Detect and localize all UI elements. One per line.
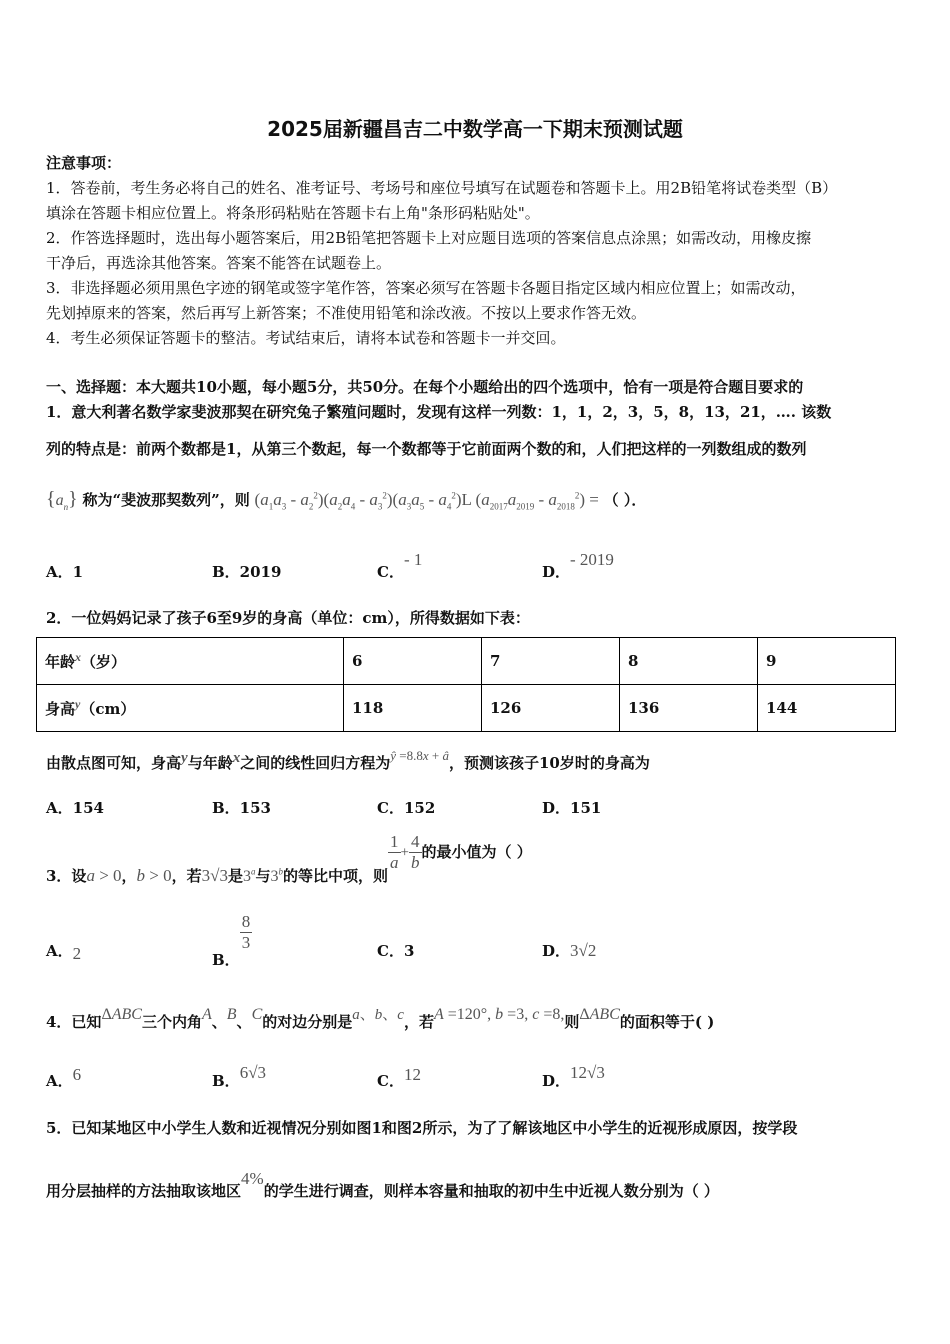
q4-option-c[interactable]: C．12 xyxy=(377,1065,421,1090)
q3-option-c[interactable]: C．3 xyxy=(377,942,415,960)
notice-line: 1．答卷前，考生务必将自己的姓名、准考证号、考场号和座位号填写在试题卷和答题卡上。用2B铅笔将试卷类型（B） xyxy=(46,179,838,197)
q4-option-b[interactable]: B．6√3 xyxy=(212,1063,267,1090)
table-row xyxy=(37,638,896,685)
percentage: 4% xyxy=(241,1169,264,1188)
notice-line: 4．考生必须保证答题卡的整洁。考试结束后，请将本试卷和答题卡一并交回。 xyxy=(46,329,566,347)
notice-line: 先划掉原来的答案，然后再写上新答案；不准使用铅笔和涂改液。不按以上要求作答无效。 xyxy=(46,304,647,322)
q1-line: 1．意大利著名数学家斐波那契在研究兔子繁殖问题时，发现有这样一列数：1，1，2，3，5，8，13，21，…. 该数 xyxy=(46,403,832,421)
page-title: 2025届新疆昌吉二中数学高一下期末预测试题 xyxy=(267,117,683,141)
table-cell: 9 xyxy=(758,638,896,685)
table-row xyxy=(37,685,896,732)
notice-line: 干净后，再选涂其他答案。答案不能答在试题卷上。 xyxy=(46,254,392,272)
notice-line: 2．作答选择题时，选出每小题答案后，用2B铅笔把答题卡上对应题目选项的答案信息点涂黑；如需改动，用橡皮擦 xyxy=(46,229,812,247)
q5-line: 5．已知某地区中小学生人数和近视情况分别如图1和图2所示，为了了解该地区中小学生的近视形成原因，按学段 xyxy=(46,1119,798,1137)
table-cell: 身高$^y$（cm） xyxy=(37,685,344,732)
q1-text: 称为“斐波那契数列”，则 xyxy=(82,491,250,509)
table-cell: 年龄$^x$（岁） xyxy=(37,638,344,685)
q2-option-d[interactable]: D．151 xyxy=(542,799,602,817)
q1-option-a[interactable]: A．1 xyxy=(46,563,84,581)
table-cell: 6 xyxy=(344,638,482,685)
q1-option-d-value: - 2019 xyxy=(570,550,614,569)
q4-option-d[interactable]: D．12√3 xyxy=(542,1063,605,1090)
q3-stem: 3．设a > 0，b > 0，若3√3是3$^a$与3$^b$的等比中项，则 $\frac{1}{a}$ + $\frac{4}{b}$ 的最小值为（ ） xyxy=(46,832,532,885)
q2-option-b[interactable]: B．153 xyxy=(212,799,271,817)
q1-product-expression: $(a_1a_3 - a_2^2)(a_2a_4 - a_3^2)(a_3a_5 - a_4^2)L$ $(a_{2017}a_{2019} - a_{2018}^2)$ = xyxy=(254,490,599,512)
notice-line: 填涂在答题卡相应位置上。将条形码粘贴在答题卡右上角"条形码粘贴处"。 xyxy=(46,204,540,222)
q3-option-b[interactable]: B． $\frac{8}{3}$ xyxy=(212,912,251,969)
q1-option-d[interactable]: D．- 2019 xyxy=(542,550,614,581)
regression-equation: ŷ =8.8x + â xyxy=(390,748,449,763)
q3-option-a[interactable]: A．2 xyxy=(46,942,82,963)
fraction-4-over-b: $\frac{4}{b}$ xyxy=(411,832,420,872)
q2-option-c[interactable]: C．152 xyxy=(377,799,436,817)
table-cell: 118 xyxy=(344,685,482,732)
q2-stem: 2．一位妈妈记录了孩子6至9岁的身高（单位：cm），所得数据如下表： xyxy=(46,609,530,627)
q1-option-c[interactable]: C．- 1 xyxy=(377,550,423,581)
table-cell: 8 xyxy=(620,638,758,685)
height-table xyxy=(36,637,896,732)
q1-line3 xyxy=(46,488,646,512)
q2-option-a[interactable]: A．154 xyxy=(46,799,104,817)
section-heading: 一、选择题：本大题共10小题，每小题5分，共50分。在每个小题给出的四个选项中，恰有一项是符合题目要求的 xyxy=(46,378,804,396)
table-cell: 144 xyxy=(758,685,896,732)
notice-line: 3．非选择题必须用黑色字迹的钢笔或签字笔作答，答案必须写在答题卡各题目指定区域内相应位置上；如需改动， xyxy=(46,279,806,297)
q5-line2: 用分层抽样的方法抽取该地区4%的学生进行调查，则样本容量和抽取的初中生中近视人数分别为（ ） xyxy=(46,1169,719,1200)
seq-notation: $\{a_n\}$ xyxy=(46,488,78,512)
table-cell: 126 xyxy=(482,685,620,732)
q1-blank: （ ）． xyxy=(603,491,647,509)
q1-option-b[interactable]: B．2019 xyxy=(212,563,282,581)
q4-stem: 4．已知ΔABC三个内角A、B、C的对边分别是a、b、c，若A =120°, b =3, c =8,则ΔABC的面积等于( ) xyxy=(46,1006,715,1031)
fraction-8-over-3: $\frac{8}{3}$ xyxy=(241,912,251,952)
q4-option-a[interactable]: A．6 xyxy=(46,1065,82,1090)
q1-option-c-value: - 1 xyxy=(403,550,423,569)
fraction-1-over-a: $\frac{1}{a}$ xyxy=(390,832,399,872)
notice-heading: 注意事项： xyxy=(46,154,122,172)
q3-option-d[interactable]: D．3√2 xyxy=(542,941,597,960)
q1-line: 列的特点是：前两个数都是1，从第三个数起，每一个数都等于它前面两个数的和，人们把这样的一列数组成的数列 xyxy=(46,440,807,458)
table-cell: 7 xyxy=(482,638,620,685)
q2-after-table: 由散点图可知，身高$^y$与年龄$^x$之间的线性回归方程为ŷ =8.8x + â，预测该孩子10岁时的身高为 xyxy=(46,748,650,772)
table-cell: 136 xyxy=(620,685,758,732)
